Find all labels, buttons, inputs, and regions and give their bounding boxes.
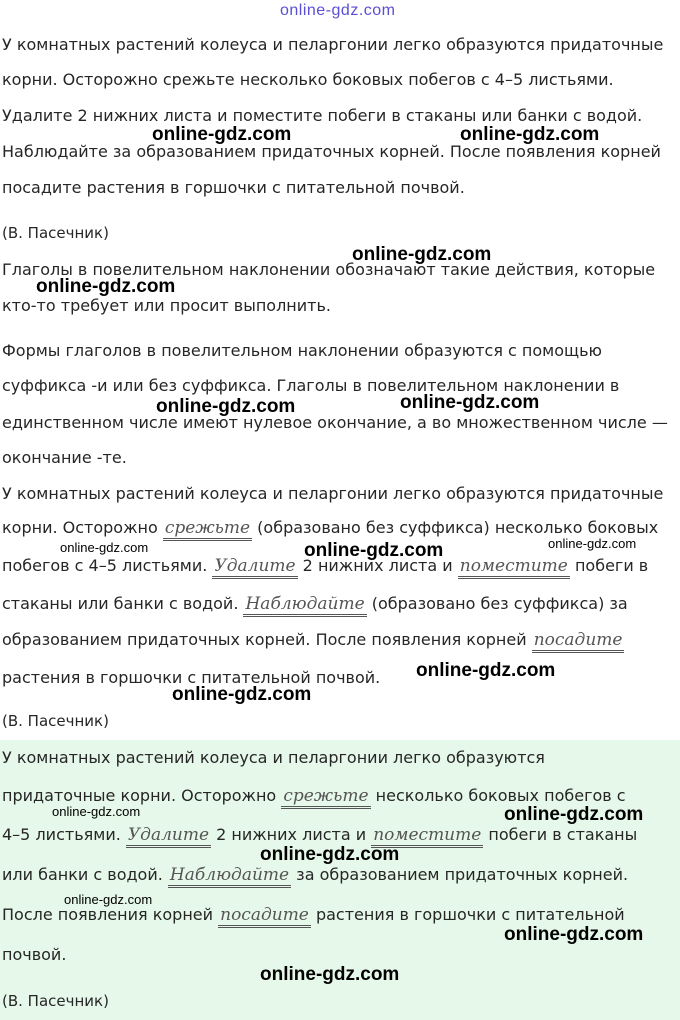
text-line: Удалите 2 нижних листа и поместите побеги в стаканы или банки с водой. [2, 106, 643, 125]
watermark: online-gdz.com [304, 540, 444, 561]
source-citation: (В. Пасечник) [2, 992, 109, 1010]
verb-srezhte: срежьте [163, 518, 252, 541]
watermark: online-gdz.com [172, 684, 312, 705]
source-citation: (В. Пасечник) [2, 224, 109, 242]
text-line: корни. Осторожно срежьте несколько боковых побегов с 4–5 листьями. [2, 70, 614, 89]
watermark: online-gdz.com [52, 804, 141, 819]
watermark: online-gdz.com [352, 244, 492, 265]
verb-posadite: посадите [532, 630, 625, 653]
text-line: растения в горшочки с питательной почвой. [2, 668, 381, 687]
verb-nablyudayte: Наблюдайте [243, 594, 366, 617]
rule-line: кто-то требует или просит выполнить. [2, 296, 331, 315]
watermark: online-gdz.com [400, 392, 540, 413]
verb-pomestite: поместите [371, 825, 483, 848]
verb-udalite: Удалите [126, 825, 211, 848]
text-line: После появления корней посадите растения в горшочки с питательной [2, 905, 625, 925]
watermark: online-gdz.com [152, 124, 292, 145]
text-line: побегов с 4–5 листьями. Удалите 2 нижних листа и поместите побеги в [2, 556, 648, 576]
text-line: образованием придаточных корней. После появления корней посадите [2, 630, 624, 650]
rule-line: суффикса -и или без суффикса. Глаголы в повелительном наклонении в [2, 376, 620, 395]
text-line: У комнатных растений колеуса и пеларгонии легко образуются придаточные [2, 35, 664, 54]
watermark: online-gdz.com [504, 804, 644, 825]
watermark: online-gdz.com [416, 660, 556, 681]
watermark: online-gdz.com [504, 924, 644, 945]
text-line: посадите растения в горшочки с питательной почвой. [2, 178, 465, 197]
text-line: Наблюдайте за образованием придаточных корней. После появления корней [2, 142, 661, 161]
rule-line: окончание -те. [2, 448, 127, 467]
watermark: online-gdz.com [260, 844, 400, 865]
watermark: online-gdz.com [64, 892, 153, 907]
text-line: почвой. [2, 945, 67, 964]
text-line: У комнатных растений колеуса и пеларгонии легко образуются [2, 748, 545, 767]
watermark: online-gdz.com [156, 396, 296, 417]
rule-line: Формы глаголов в повелительном наклонении образуются с помощью [2, 341, 603, 360]
rule-line: Глаголы в повелительном наклонении обозначают такие действия, которые [2, 260, 656, 279]
text-line: или банки с водой. Наблюдайте за образованием придаточных корней. [2, 865, 628, 885]
text-line: У комнатных растений колеуса и пеларгонии легко образуются придаточные [2, 484, 664, 503]
text-line: придаточные корни. Осторожно срежьте несколько боковых побегов с [2, 786, 626, 806]
verb-nablyudayte: Наблюдайте [168, 865, 291, 888]
text-line: 4–5 листьями. Удалите 2 нижних листа и поместите побеги в стаканы [2, 825, 637, 845]
text-line: стаканы или банки с водой. Наблюдайте (образовано без суффикса) за [2, 594, 628, 614]
text-line: корни. Осторожно срежьте (образовано без суффикса) несколько боковых [2, 518, 658, 538]
watermark-top: online-gdz.com [280, 2, 396, 19]
rule-line: единственном числе имеют нулевое окончание, а во множественном числе — [2, 413, 668, 432]
watermark: online-gdz.com [548, 536, 637, 551]
watermark: online-gdz.com [36, 276, 176, 297]
watermark: online-gdz.com [460, 124, 600, 145]
verb-posadite: посадите [218, 905, 311, 928]
source-citation: (В. Пасечник) [2, 712, 109, 730]
watermark: online-gdz.com [260, 964, 400, 985]
watermark: online-gdz.com [60, 540, 149, 555]
verb-srezhte: срежьте [281, 786, 370, 809]
verb-udalite: Удалите [212, 556, 297, 579]
verb-pomestite: поместите [458, 556, 570, 579]
